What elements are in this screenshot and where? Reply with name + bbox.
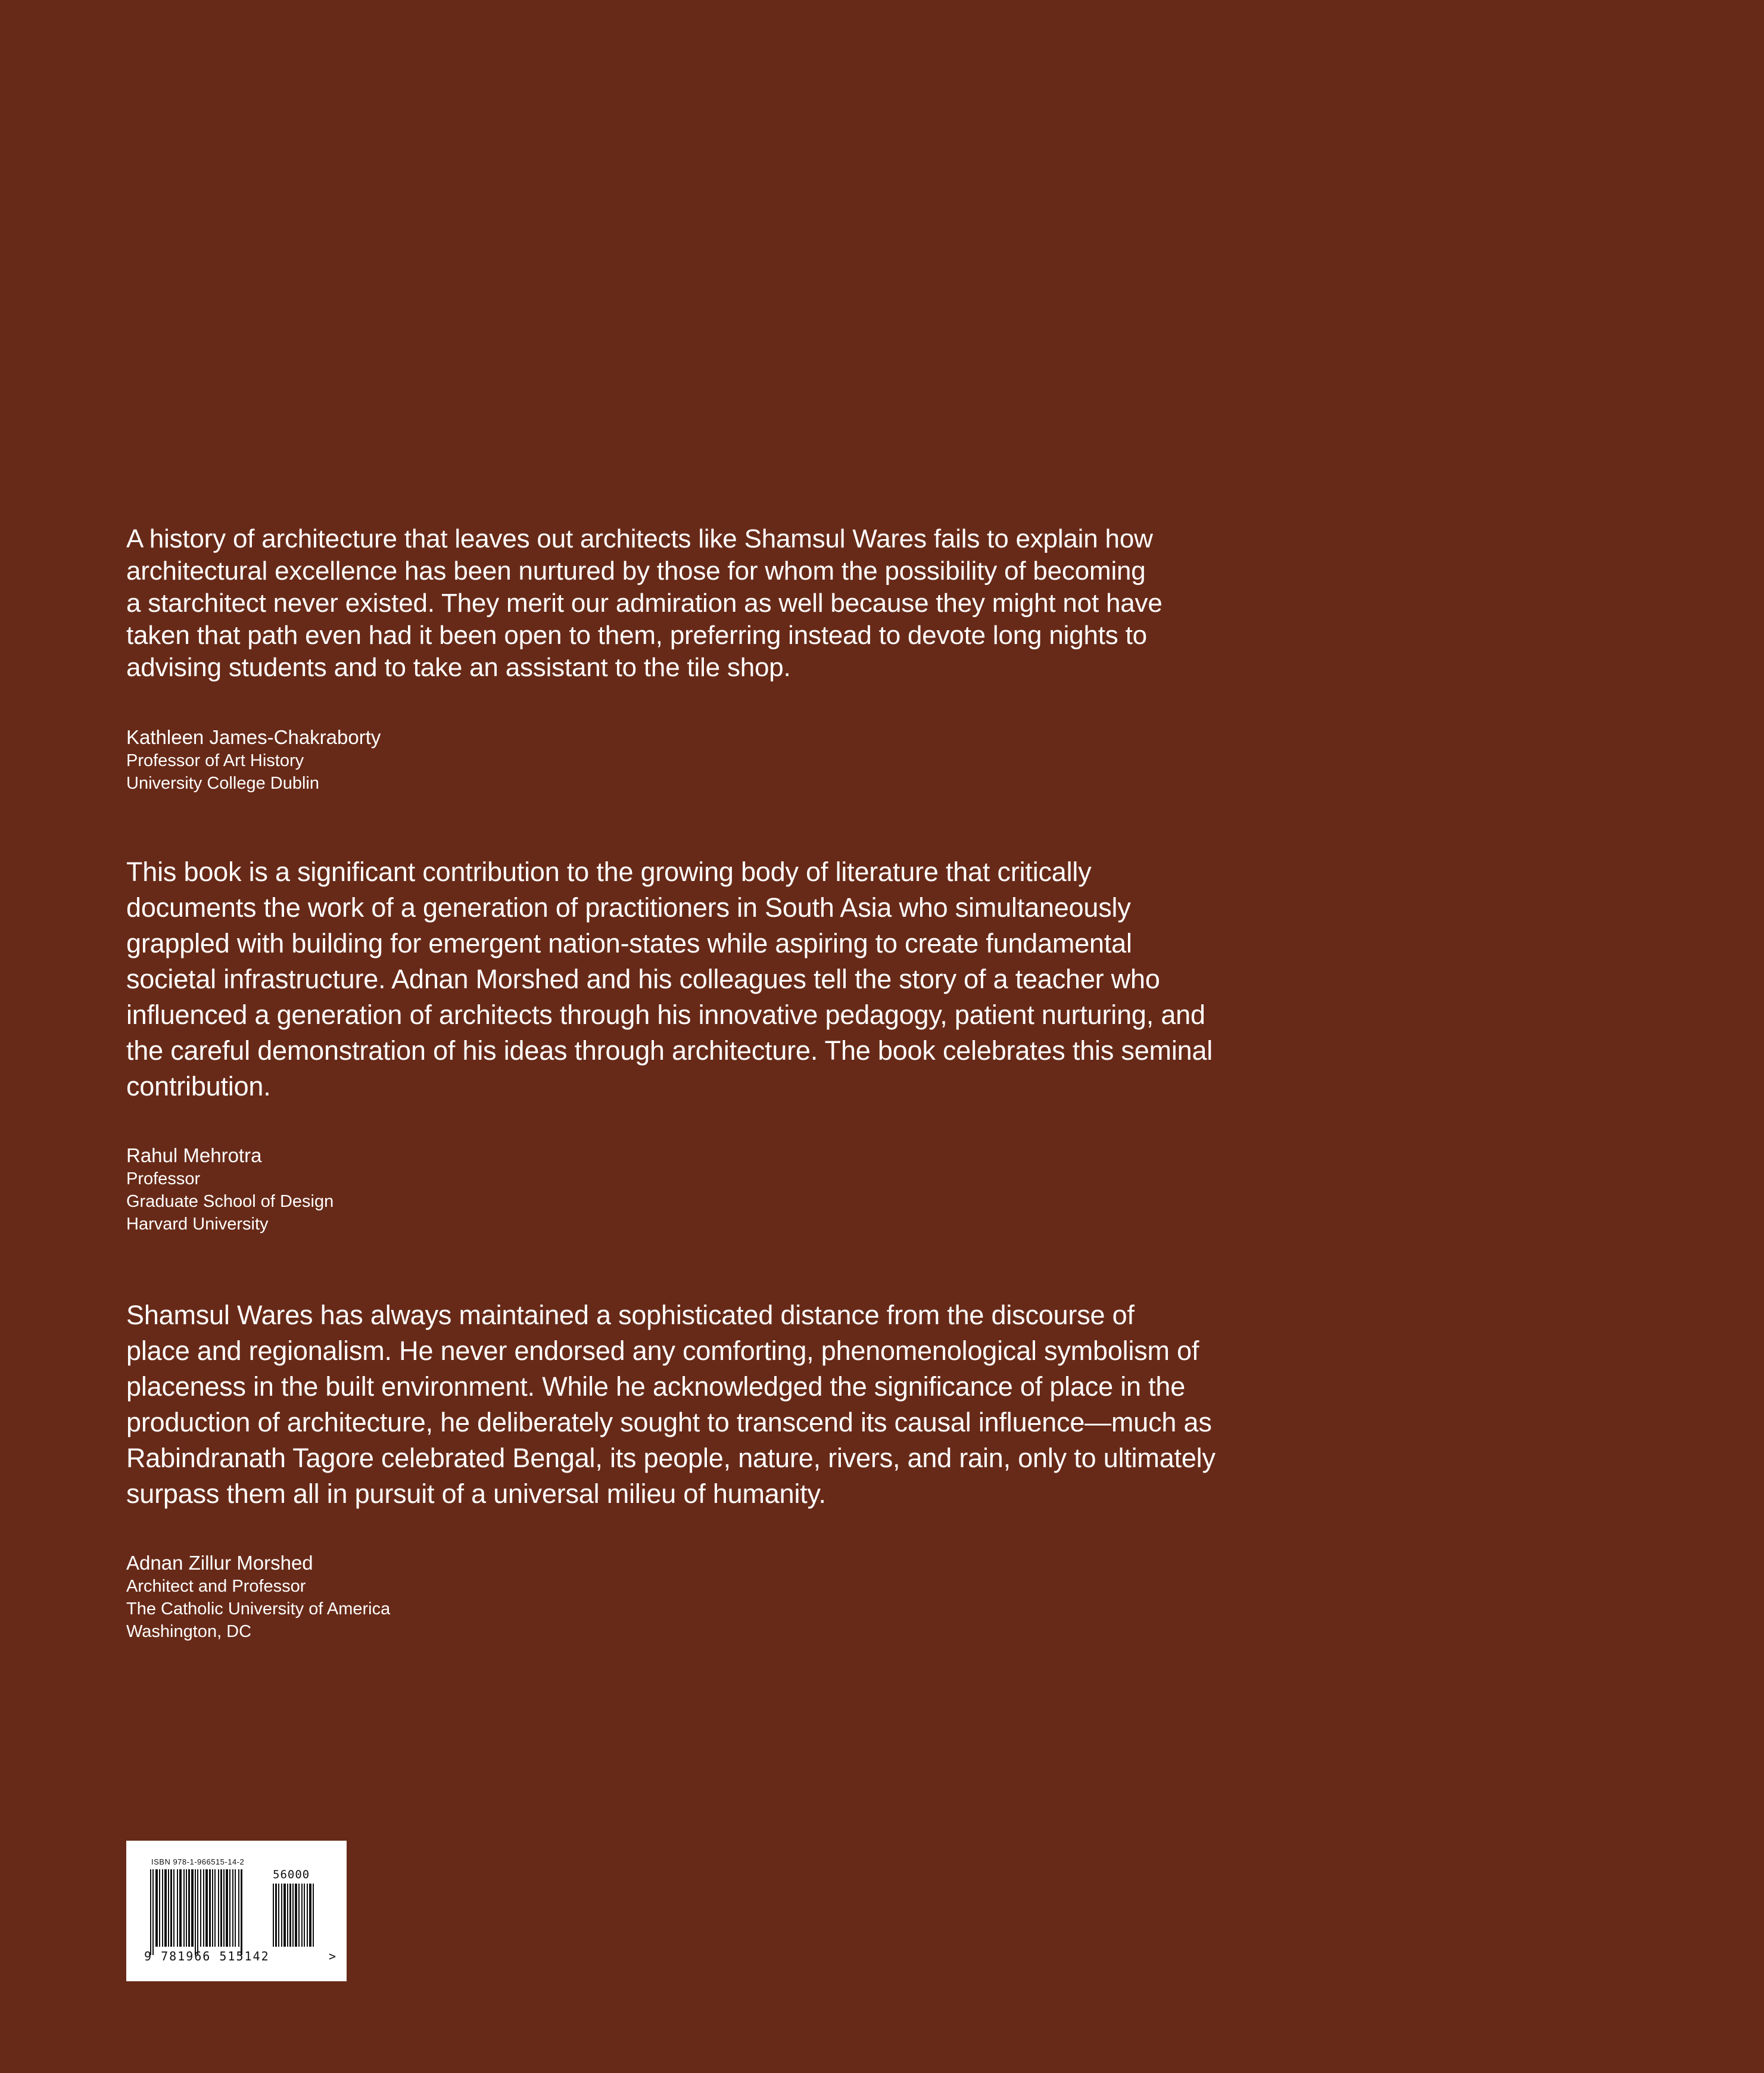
- barcode-bar: [232, 1869, 233, 1947]
- barcode-bar: [205, 1869, 208, 1947]
- barcode-bar: [170, 1869, 172, 1947]
- barcode-bar: [164, 1869, 167, 1947]
- barcode-bar: [307, 1884, 308, 1947]
- barcode-bar: [159, 1869, 160, 1947]
- barcode-bar: [273, 1884, 274, 1947]
- barcode-bar: [235, 1869, 236, 1947]
- isbn-barcode: [126, 1841, 347, 1981]
- barcode-bar: [209, 1869, 211, 1947]
- endorsement-2: [126, 854, 1317, 1235]
- barcode-bar: [241, 1869, 242, 1955]
- barcode-bar: [191, 1869, 194, 1947]
- endorsement-attribution: [126, 726, 1317, 795]
- barcode-bar: [168, 1869, 169, 1947]
- barcode-bar: [218, 1869, 219, 1947]
- barcode-digits: 9 781966 515142: [144, 1949, 270, 1963]
- barcode-bar: [309, 1884, 311, 1947]
- barcode-bar: [289, 1884, 291, 1947]
- endorsement-3: [126, 1297, 1317, 1643]
- endorsement-quote: Shamsul Wares has always maintained a sophisticated distance from the discourse of place and regionalism. He never endorsed any comforting, phenomenological symbolism of placeness in the built environment. While he acknowledged the significance of place in the production of architecture, he deliberately sought to transcend its causal influence—much as Rabindranath Tagore celebrated Bengal, its people, nature, rivers, and rain, only to ultimately surpass them all in pursuit of a universal milieu of humanity.: [126, 1300, 1216, 1509]
- endorser-name: Rahul Mehrotra: [126, 1144, 262, 1166]
- endorsements: [126, 523, 1317, 1643]
- barcode-bar: [278, 1884, 279, 1947]
- barcode-bar: [287, 1884, 288, 1947]
- barcode-bar: [238, 1869, 239, 1947]
- barcode-bar: [150, 1869, 151, 1955]
- barcode-bar: [183, 1869, 185, 1947]
- endorser-institution: University College Dublin: [126, 774, 319, 793]
- barcode-bar: [295, 1884, 297, 1947]
- endorser-title: Professor: [126, 1169, 201, 1188]
- endorser-name: Kathleen James-Chakraborty: [126, 726, 381, 748]
- price-code: 56000: [273, 1868, 310, 1881]
- barcode-bar: [197, 1869, 198, 1955]
- barcode-bar: [179, 1869, 182, 1947]
- barcode-bar: [275, 1884, 277, 1947]
- endorser-institution: Harvard University: [126, 1215, 269, 1234]
- barcode-bar: [281, 1884, 282, 1947]
- barcode-bar: [283, 1884, 286, 1947]
- barcode-bar: [304, 1884, 305, 1947]
- barcode-bar: [152, 1869, 154, 1955]
- barcode-bars-main: [150, 1869, 261, 1947]
- endorsement-attribution: [126, 1144, 1317, 1235]
- barcode-bar: [173, 1869, 174, 1947]
- endorsement-1: [126, 523, 1317, 795]
- barcode-bars-addon: [273, 1884, 328, 1947]
- barcode-bar: [200, 1869, 201, 1947]
- barcode-bar: [155, 1869, 158, 1947]
- endorser-title: Architect and Professor: [126, 1577, 306, 1596]
- barcode-bar: [212, 1869, 213, 1947]
- barcode-bar: [186, 1869, 187, 1947]
- barcode-bar: [229, 1869, 230, 1947]
- barcode-bar: [162, 1869, 163, 1947]
- barcode-bar: [220, 1869, 222, 1947]
- endorser-name: Adnan Zillur Morshed: [126, 1552, 313, 1574]
- isbn-label: ISBN 978-1-966515-14-2: [151, 1857, 245, 1866]
- barcode-bar: [214, 1869, 216, 1947]
- endorsement-quote: This book is a significant contribution to the growing body of literature that critically documents the work of a generation of practitioners in South Asia who simultaneously grappled with building for emergent nation-states while aspiring to create fundamental societal infrastructure. Adnan Morshed and his colleagues tell the story of a teacher who influenced a generation of architects through his innovative pedagogy, patient nurturing, and the careful demonstration of his ideas through architecture. The book celebrates this seminal contribution.: [126, 857, 1213, 1101]
- barcode-bar: [292, 1884, 294, 1947]
- barcode-bar: [226, 1869, 228, 1947]
- endorsement-attribution: [126, 1551, 1317, 1643]
- barcode-bar: [298, 1884, 300, 1947]
- barcode-bar: [223, 1869, 225, 1947]
- barcode-arrow: >: [329, 1949, 336, 1963]
- endorser-institution: The Catholic University of America: [126, 1599, 391, 1618]
- endorsement-quote: A history of architecture that leaves out architects like Shamsul Wares fails to explain how architectural excellence has been nurtured by those for whom the possibility of becoming a starchitect never existed. They merit our admiration as well because they might not have taken that path even had it been open to them, preferring instead to devote long nights to advising students and to take an assistant to the tile shop.: [126, 524, 1163, 682]
- barcode-bar: [203, 1869, 204, 1947]
- barcode-bar: [301, 1884, 303, 1947]
- barcode-bar: [188, 1869, 190, 1947]
- barcode-bar: [177, 1869, 178, 1947]
- barcode-bar: [313, 1884, 314, 1947]
- barcode-bar: [195, 1869, 196, 1955]
- endorser-location: Washington, DC: [126, 1622, 252, 1641]
- endorser-title: Professor of Art History: [126, 751, 304, 770]
- endorser-department: Graduate School of Design: [126, 1192, 334, 1211]
